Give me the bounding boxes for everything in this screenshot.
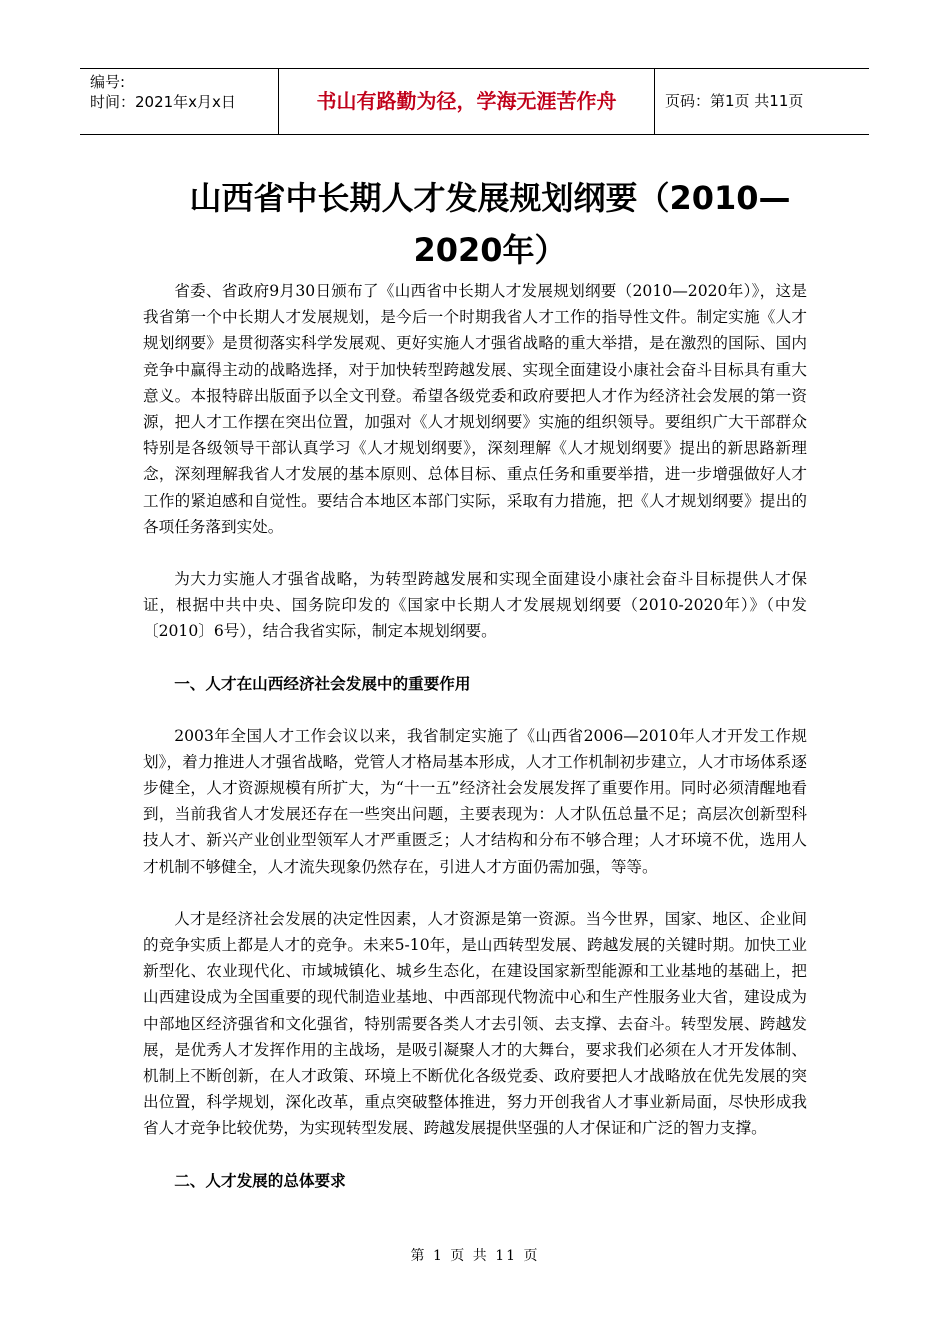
time-label: 时间：2021年x月x日 [90, 93, 236, 111]
purpose-paragraph: 为大力实施人才强省战略，为转型跨越发展和实现全面建设小康社会奋斗目标提供人才保证，根据中共中央、国务院印发的《国家中长期人才发展规划纲要（2010-2020年）》（中发〔2010〕6号），结合我省实际，制定本规划纲要。 [143, 570, 807, 641]
section-2-heading: 二、人才发展的总体要求 [174, 1171, 346, 1190]
intro-paragraph: 省委、省政府9月30日颁布了《山西省中长期人才发展规划纲要（2010—2020年）》，这是我省第一个中长期人才发展规划，是今后一个时期我省人才工作的指导性文件。制定实施《人才规划纲要》是贯彻落实科学发展观、更好实施人才强省战略的重大举措，是在激烈的国际、国内竞争中赢得主动的战略选择，对于加快转型跨越发展、实现全面建设小康社会奋斗目标具有重大意义。本报特辟出版面予以全文刊登。希望各级党委和政府要把人才作为经济社会发展的第一资源，把人才工作摆在突出位置，加强对《人才规划纲要》实施的组织领导。要组织广大干部群众特别是各级领导干部认真学习《人才规划纲要》，深刻理解《人才规划纲要》提出的新思路新理念，深刻理解我省人才发展的基本原则、总体目标、重点任务和重要举措，进一步增强做好人才工作的紧迫感和自觉性。要结合本地区本部门实际，采取有力措施，把《人才规划纲要》提出的各项任务落到实处。 [143, 282, 807, 536]
page-header [80, 68, 869, 135]
section-1-paragraph-1: 2003年全国人才工作会议以来，我省制定实施了《山西省2006—2010年人才开发工作规划》，着力推进人才强省战略，党管人才格局基本形成，人才工作机制初步建立，人才市场体系逐步健全，人才资源规模有所扩大，为“十一五”经济社会发展发挥了重要作用。同时必须清醒地看到，当前我省人才发展还存在一些突出问题，主要表现为：人才队伍总量不足；高层次创新型科技人才、新兴产业创业型领军人才严重匮乏；人才结构和分布不够合理；人才环境不优，选用人才机制不够健全，人才流失现象仍然存在，引进人才方面仍需加强，等等。 [143, 726, 807, 876]
title-line-1: 山西省中长期人才发展规划纲要（2010— [189, 179, 791, 217]
serial-label: 编号: [90, 73, 126, 91]
document-body [143, 278, 807, 1194]
header-page-info: 页码：第1页 共11页 [665, 92, 804, 110]
page-footer: 第 1 页 共 11 页 [410, 1248, 540, 1264]
document-title [150, 172, 830, 276]
section-1-heading: 一、人才在山西经济社会发展中的重要作用 [174, 674, 471, 693]
title-line-2: 2020年） [413, 231, 567, 269]
header-motto: 书山有路勤为径，学海无涯苦作舟 [279, 69, 655, 134]
section-1-paragraph-2: 人才是经济社会发展的决定性因素，人才资源是第一资源。当今世界，国家、地区、企业间的竞争实质上都是人才的竞争。未来5-10年，是山西转型发展、跨越发展的关键时期。加快工业新型化、农业现代化、市域城镇化、城乡生态化，在建设国家新型能源和工业基地的基础上，把山西建设成为全国重要的现代制造业基地、中西部现代物流中心和生产性服务业大省，建设成为中部地区经济强省和文化强省，特别需要各类人才去引领、去支撑、去奋斗。转型发展、跨越发展，是优秀人才发挥作用的主战场，是吸引凝聚人才的大舞台，要求我们必须在人才开发体制、机制上不断创新，在人才政策、环境上不断优化各级党委、政府要把人才战略放在优先发展的突出位置，科学规划，深化改革，重点突破整体推进，努力开创我省人才事业新局面，尽快形成我省人才竞争比较优势，为实现转型发展、跨越发展提供坚强的人才保证和广泛的智力支撑。 [143, 909, 807, 1138]
header-meta [80, 69, 279, 134]
